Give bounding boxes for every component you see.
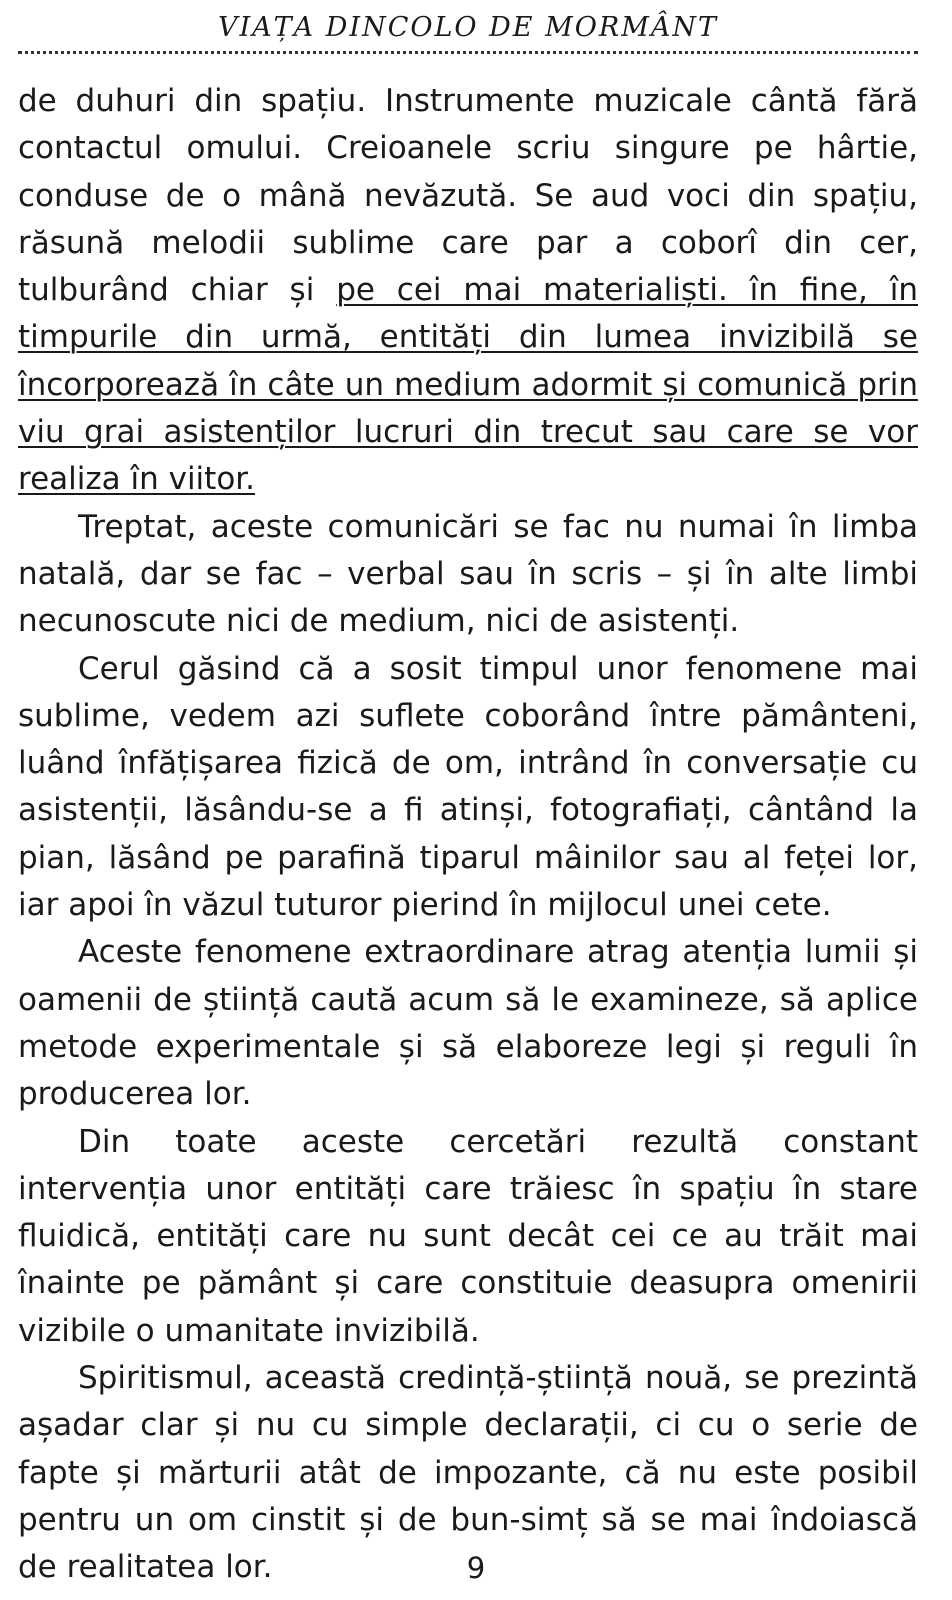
header-dotted-rule <box>18 51 918 54</box>
page-number: 9 <box>466 1551 486 1585</box>
running-header-title: VIAȚA DINCOLO DE MORMÂNT <box>218 12 718 43</box>
paragraph-2: Treptat, aceste comunicări se fac nu numai în limba natală, dar se fac – verbal sau în scris – și în alte limbi necunoscute nici de medium, nici de asistenți. <box>18 508 918 640</box>
paragraph-6: Spiritismul, această credință-știință nouă, se prezintă așadar clar și nu cu simple declarații, ci cu o serie de fapte și mărturii atât de impozante, că nu este posibil pentru un om cinstit și de bun-simț să se mai îndoiască de realitatea lor. <box>18 1360 918 1586</box>
paragraph-5: Din toate aceste cercetări rezultă constant intervenția unor entități care trăiesc în spațiu în stare fluidică, entități care nu sunt decât cei ce au trăit mai înainte pe pământ și care constituie deasupra omenirii vizibile o umanitate invizibilă. <box>18 1123 918 1349</box>
paragraph-4: Aceste fenomene extraordinare atrag atenția lumii și oamenii de știință caută acum să le examineze, să aplice metode experimentale și să elaboreze legi și reguli în producerea lor. <box>18 934 918 1113</box>
body-text <box>18 78 918 1592</box>
paragraph-1-underlined: pe cei mai materialiști. în fine, în timpurile din urmă, entități din lumea invizibilă se încorporează în câte un medium adormit și comunică prin viu grai asistenților lucruri din trecut sau care se vor realiza în viitor. <box>18 272 918 498</box>
paragraph-3: Cerul găsind că a sosit timpul unor fenomene mai sublime, vedem azi suflete coborând între pământeni, luând înfățișarea fizică de om, intrând în conversație cu asistenții, lăsându-se a fi atinși, fotografiați, cântând la pian, lăsând pe parafină tiparul mâinilor sau al feței lor, iar apoi în văzul tuturor pierind în mijlocul unei cete. <box>18 650 918 924</box>
paragraph-1-plain: de duhuri din spațiu. Instrumente muzicale cântă fără contactul omului. Creioanele scriu singure pe hârtie, conduse de o mână nevăzută. Se aud voci din spațiu, răsună melodii sublime care par a coborî din cer, tulburând chiar și <box>18 83 918 309</box>
paragraph-1 <box>18 78 918 504</box>
